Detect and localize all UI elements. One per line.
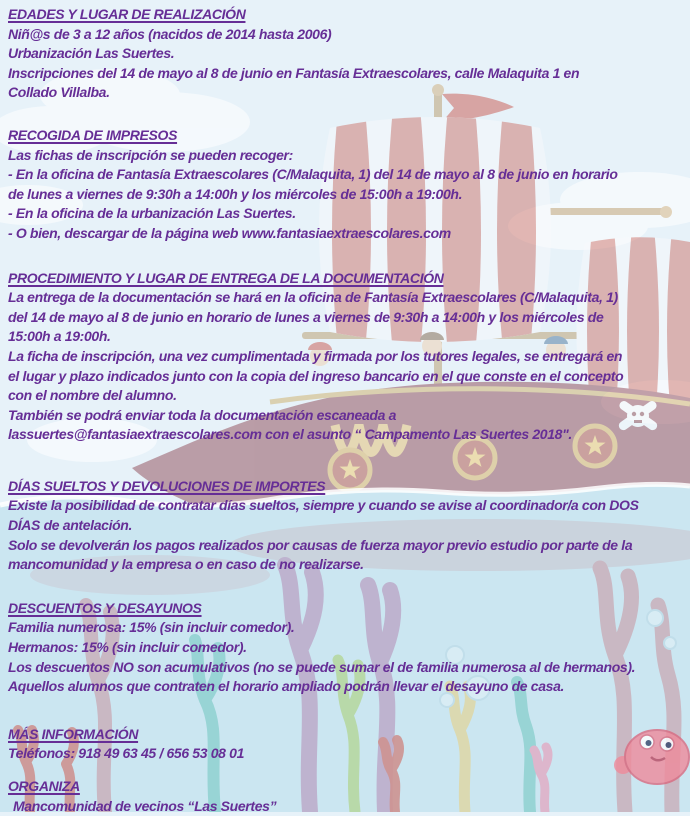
text-line: - En la oficina de la urbanización Las Suertes. <box>8 205 296 222</box>
section-heading-dias-sueltos: DÍAS SUELTOS Y DEVOLUCIONES DE IMPORTES <box>8 477 326 494</box>
text-line: La entrega de la documentación se hará en la oficina de Fantasía Extraescolares (C/Malaquita, 1) <box>8 289 618 306</box>
text-line: Solo se devolverán los pagos realizados por causas de fuerza mayor previo estudio por parte de la <box>8 536 633 553</box>
text-line: el lugar y plazo indicados junto con la copia del ingreso bancario en el que conste en el concepto <box>8 367 624 384</box>
text-line: mancomunidad y la empresa o en caso de no realizarse. <box>8 556 364 573</box>
section-heading-mas-informacion: MÁS INFORMACIÓN <box>8 725 139 742</box>
text-line: - En la oficina de Fantasía Extraescolares (C/Malaquita, 1) del 14 de mayo al 8 de junio en horario <box>8 166 618 183</box>
section-descuentos <box>8 599 682 697</box>
organizer-name: Mancomunidad de vecinos “Las Suertes” <box>13 797 277 814</box>
section-recogida <box>8 126 682 244</box>
section-heading-procedimiento: PROCEDIMIENTO Y LUGAR DE ENTREGA DE LA DOCUMENTACIÓN <box>8 269 444 286</box>
section-edades <box>8 5 682 103</box>
section-procedimiento <box>8 269 682 445</box>
text-line: Los descuentos NO son acumulativos (no se puede sumar el de familia numerosa al de hermanos). <box>8 658 636 675</box>
text-line: Urbanización Las Suertes. <box>8 45 175 62</box>
text-line: Aquellos alumnos que contraten el horario ampliado podrán llevar el desayuno de casa. <box>8 678 565 695</box>
text-line: DÍAS de antelación. <box>8 517 133 534</box>
text-line: Inscripciones del 14 de mayo al 8 de junio en Fantasía Extraescolares, calle Malaquita 1 en <box>8 64 580 81</box>
text-line: 15:00h a 19:00h. <box>8 328 111 345</box>
section-heading-recogida: RECOGIDA DE IMPRESOS <box>8 126 178 143</box>
text-line: Niñ@s de 3 a 12 años (nacidos de 2014 hasta 2006) <box>8 25 332 42</box>
section-heading-descuentos: DESCUENTOS Y DESAYUNOS <box>8 599 202 616</box>
text-line: Collado Villalba. <box>8 84 110 101</box>
section-organiza <box>8 777 682 816</box>
section-dias-sueltos <box>8 477 682 575</box>
text-line: Familia numerosa: 15% (sin incluir comedor). <box>8 619 295 636</box>
text-line: Hermanos: 15% (sin incluir comedor). <box>8 639 247 656</box>
website-url: - O bien, descargar de la página web www.fantasiaextraescolares.com <box>8 224 451 241</box>
text-line: También se podrá enviar toda la documentación escaneada a <box>8 406 396 423</box>
text-line: con el nombre del alumno. <box>8 387 177 404</box>
text-line: Las fichas de inscripción se pueden recoger: <box>8 146 293 163</box>
text-line: Existe la posibilidad de contratar días sueltos, siempre y cuando se avise al coordinador/a con DOS <box>8 497 639 514</box>
section-heading-edades: EDADES Y LUGAR DE REALIZACIÓN <box>8 6 246 22</box>
phone-numbers: Teléfonos: 918 49 63 45 / 656 53 08 01 <box>8 745 245 762</box>
email-address: lassuertes@fantasiaextraescolares.com con el asunto “ Campamento Las Suertes 2018". <box>8 426 572 443</box>
text-line: de lunes a viernes de 9:30h a 14:00h y los miércoles de 15:00h a 19:00h. <box>8 185 463 202</box>
text-line: del 14 de mayo al 8 de junio en horario de lunes a viernes de 9:30h a 14:00h y los miércoles de <box>8 308 604 325</box>
section-heading-organiza: ORGANIZA <box>8 778 80 794</box>
section-mas-informacion <box>8 725 682 764</box>
text-line: La ficha de inscripción, una vez cumplimentada y firmada por los tutores legales, se entregará en <box>8 347 623 364</box>
